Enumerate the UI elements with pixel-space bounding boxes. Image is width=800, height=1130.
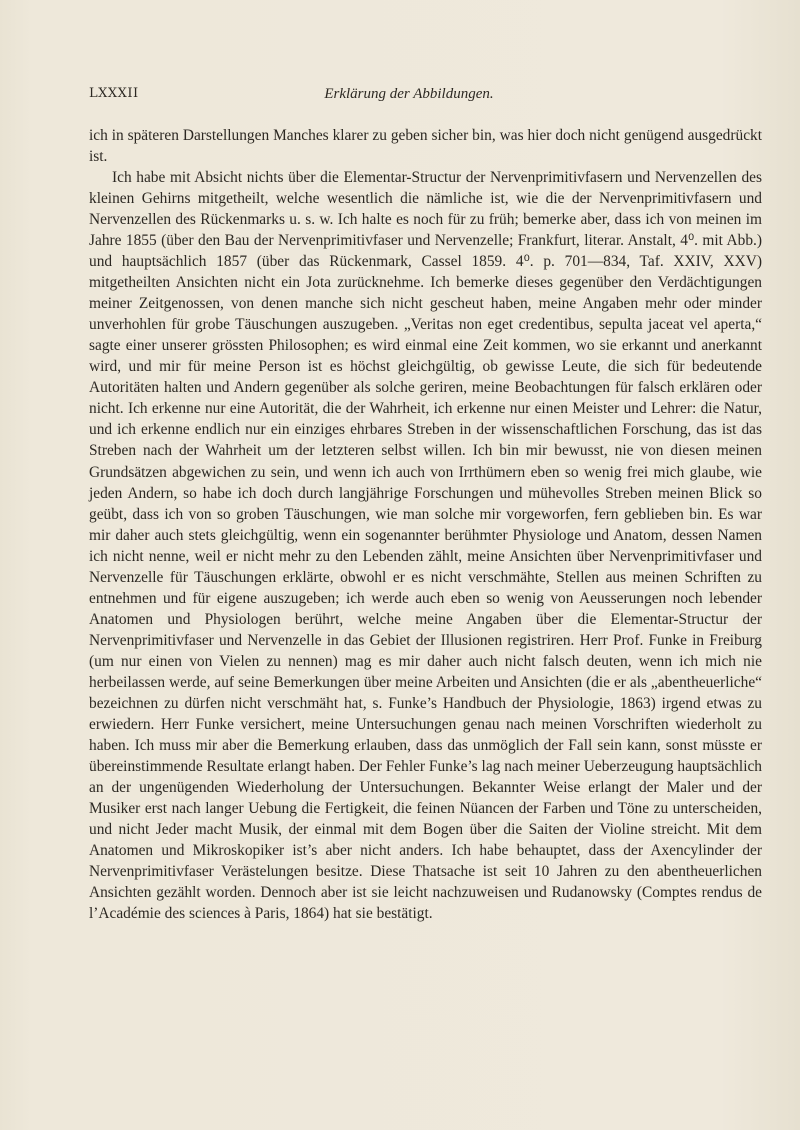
page-number: LXXXII xyxy=(89,86,139,101)
running-title: Erklärung der Abbildungen. xyxy=(324,86,494,102)
page-header xyxy=(89,86,729,108)
paragraph-main: Ich habe mit Absicht nichts über die Elementar-Structur der Nervenprimitivfasern und Nervenzellen des kleinen Gehirns mitgetheilt, welche wesentlich die nämliche ist, wie die der Nervenprimitivfasern und Nervenzellen des Rückenmarks u. s. w. Ich halte es noch für zu früh; bemerke aber, dass ich von meinen im Jahre 1855 (über den Bau der Nervenprimitivfaser und Nervenzelle; Frankfurt, literar. Anstalt, 4⁰. mit Abb.) und hauptsächlich 1857 (über das Rückenmark, Cassel 1859. 4⁰. p. 701—834, Taf. XXIV, XXV) mitgetheilten Ansichten nicht ein Jota zurücknehme. Ich bemerke dieses gegenüber den Verdächtigungen meiner Zeitgenossen, von denen manche sich nicht gescheut haben, meine Angaben mehr oder minder unverhohlen für grobe Täuschungen auszugeben. „Veritas non eget credentibus, sepulta jaceat vel aperta,“ sagte einer unserer grössten Philosophen; es wird einmal eine Zeit kommen, wo sie erkannt und anerkannt wird, und mir für meine Person ist es höchst gleichgültig, ob gewisse Leute, die sich für bedeutende Autoritäten halten und Andern gegenüber als solche geriren, meine Beobachtungen für falsch erklären oder nicht. Ich erkenne nur eine Autorität, die der Wahrheit, ich erkenne nur einen Meister und Lehrer: die Natur, und ich erkenne endlich nur ein einziges ehrbares Streben in der wissenschaftlichen Forschung, das ist das Streben nach der Wahrheit um der letzteren selbst willen. Ich bin mir bewusst, nie von diesen meinen Grundsätzen abgewichen zu sein, und wenn ich auch von Irrthümern eben so wenig frei mich glaube, wie jeden Andern, so habe ich doch durch langjährige Forschungen und mühevolles Streben meinen Blick so geübt, dass ich von so groben Täuschungen, wie man solche mir vorgeworfen, fern geblieben bin. Es war mir daher auch stets gleichgültig, wenn ein sogenannter berühmter Physiologe und Anatom, dessen Namen ich nicht nenne, weil er nicht mehr zu den Lebenden zählt, meine Ansichten über Nervenprimitivfaser und Nervenzelle für Täuschungen erklärte, obwohl er es nicht verschmähte, Stellen aus meinen Schriften zu entnehmen und für eigene auszugeben; ich werde auch eben so wenig von Aeusserungen noch lebender Anatomen und Physiologen berührt, welche meine Angaben über die Elementar-Structur der Nervenprimitivfaser und Nervenzelle in das Gebiet der Illusionen registriren. Herr Prof. Funke in Freiburg (um nur einen von Vielen zu nennen) mag es mir daher auch nicht falsch deuten, wenn ich mich nie herbeilassen werde, auf seine Bemerkungen über meine Arbeiten und Ansichten (die er als „abentheuerliche“ bezeichnen zu dürfen nicht verschmäht hat, s. Funke’s Handbuch der Physiologie, 1863) irgend etwas zu erwiedern. Herr Funke versichert, meine Untersuchungen genau nach meinen Vorschriften wiederholt zu haben. Ich muss mir aber die Bemerkung erlauben, dass das unmöglich der Fall sein kann, sonst müsste er übereinstimmende Resultate erlangt haben. Der Fehler Funke’s lag nach meiner Ueberzeugung hauptsächlich an der ungenügenden Wiederholung der Untersuchungen. Bekannter Weise erlangt der Maler und der Musiker erst nach langer Uebung die Fertigkeit, die feinen Nüancen der Farben und Töne zu unterscheiden, und nicht Jeder macht Musik, der einmal mit dem Bogen über die Saiten der Violine streicht. Mit dem Anatomen und Mikroskopiker ist’s aber nicht anders. Ich habe behauptet, dass der Axencylinder der Nervenprimitivfaser Verästelungen besitze. Diese Thatsache ist seit 10 Jahren zu den abentheuerlichen Ansichten gezählt worden. Dennoch aber ist sie leicht nachzuweisen und Rudanowsky (Comptes rendus de l’Académie des sciences à Paris, 1864) hat sie bestätigt. xyxy=(89,169,762,923)
body-text xyxy=(89,125,762,924)
paragraph-continuation: ich in späteren Darstellungen Manches klarer zu geben sicher bin, was hier doch nicht genügend ausgedrückt ist. xyxy=(89,127,762,166)
